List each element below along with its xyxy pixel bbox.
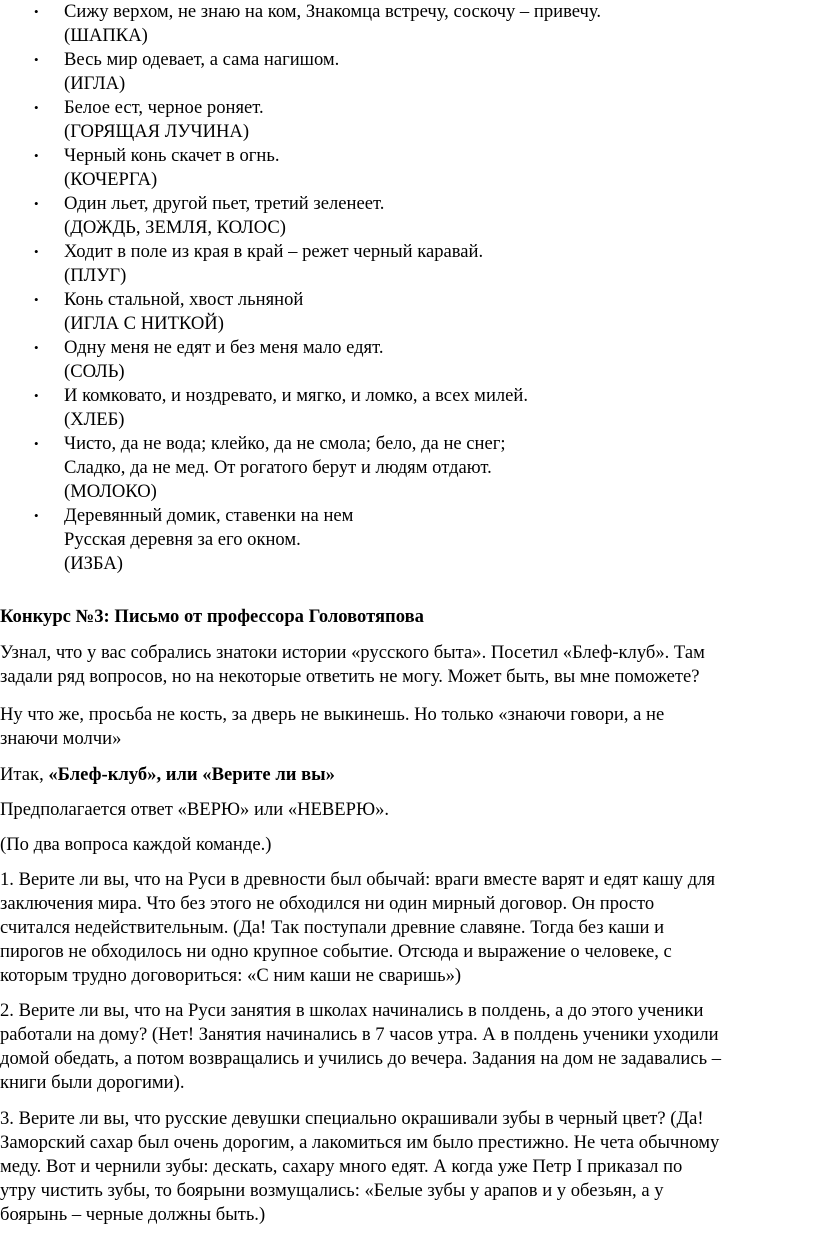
riddle-answer: (КОЧЕРГА) [64, 169, 158, 190]
bullet-icon: • [34, 100, 39, 115]
text-line: 1. Верите ли вы, что на Руси в древности был обычай: враги вместе варят и едят кашу для [0, 869, 716, 890]
text-line: Ну что же, просьба не кость, за дверь не выкинешь. Но только «знаючи говори, а не [0, 704, 665, 725]
riddle-text: Одну меня не едят и без меня мало едят. [64, 337, 384, 358]
itak-title: «Блеф-клуб», или «Верите ли вы» [48, 764, 335, 785]
riddle-item [0, 336, 800, 384]
riddle-text: Белое ест, черное роняет. [64, 97, 264, 118]
riddle-list [0, 0, 800, 576]
riddle-answer: (ГОРЯЩАЯ ЛУЧИНА) [64, 121, 250, 142]
text-line: которым трудно договориться: «С ним каши не сваришь») [0, 965, 462, 986]
riddle-item [0, 432, 800, 504]
text-line: меду. Вот и чернили зубы: дескать, сахару много едят. А когда уже Петр I приказал по [0, 1156, 683, 1177]
riddle-text: Сижу верхом, не знаю на ком, Знакомца встречу, соскочу – привечу. [64, 1, 601, 22]
riddle-answer: (ИГЛА) [64, 73, 126, 94]
paragraph-intro [0, 641, 808, 689]
text-line: книги были дорогими). [0, 1072, 185, 1093]
riddle-text: Чисто, да не вода; клейко, да не смола; бело, да не снег; [64, 433, 506, 454]
section-title-text: Конкурс №3: Письмо от профессора Головотяпова [0, 606, 424, 627]
riddle-text: Ходит в поле из края в край – режет черный каравай. [64, 241, 484, 262]
text-line: пирогов не обходилось ни одно крупное событие. Отсюда и выражение о человеке, с [0, 941, 672, 962]
bullet-icon: • [34, 508, 39, 523]
riddle-text: Русская деревня за его окном. [64, 529, 301, 550]
text-line: (По два вопроса каждой команде.) [0, 834, 272, 855]
riddle-item [0, 288, 800, 336]
riddle-answer: (ХЛЕБ) [64, 409, 125, 430]
paragraph-per-team [0, 833, 808, 857]
question-2 [0, 999, 808, 1095]
text-line: заключения мира. Что без этого не обходился ни один мирный договор. Он просто [0, 893, 655, 914]
bullet-icon: • [34, 148, 39, 163]
text-line: 2. Верите ли вы, что на Руси занятия в школах начинались в полдень, а до этого ученики [0, 1000, 704, 1021]
riddle-item [0, 48, 800, 96]
riddle-text: Весь мир одевает, а сама нагишом. [64, 49, 340, 70]
question-1 [0, 868, 808, 988]
text-line: домой обедать, а потом возвращались и учились до вечера. Задания на дом не задавались – [0, 1048, 722, 1069]
riddle-text: Конь стальной, хвост льняной [64, 289, 304, 310]
bullet-icon: • [34, 4, 39, 19]
riddle-item [0, 384, 800, 432]
riddle-item [0, 96, 800, 144]
bullet-icon: • [34, 388, 39, 403]
text-line: работали на дому? (Нет! Занятия начинались в 7 часов утра. А в полдень ученики уходили [0, 1024, 719, 1045]
text-line: боярынь – черные должны быть.) [0, 1204, 266, 1225]
riddle-text: Один льет, другой пьет, третий зеленеет. [64, 193, 385, 214]
text-line: 3. Верите ли вы, что русские девушки специально окрашивали зубы в черный цвет? (Да! [0, 1108, 704, 1129]
riddle-item [0, 240, 800, 288]
paragraph-reply [0, 703, 808, 751]
section-title [0, 605, 808, 629]
riddle-answer: (МОЛОКО) [64, 481, 157, 502]
riddle-item [0, 192, 800, 240]
riddle-item [0, 144, 800, 192]
text-line: знаючи молчи» [0, 728, 122, 749]
riddle-answer: (ИГЛА С НИТКОЙ) [64, 313, 224, 334]
text-line: Узнал, что у вас собрались знатоки истории «русского быта». Посетил «Блеф-клуб». Там [0, 642, 705, 663]
bullet-icon: • [34, 436, 39, 451]
text-line: Заморский сахар был очень дорогим, а лакомиться им было престижно. Не чета обычному [0, 1132, 720, 1153]
riddle-answer: (СОЛЬ) [64, 361, 125, 382]
bullet-icon: • [34, 292, 39, 307]
bullet-icon: • [34, 244, 39, 259]
riddle-text: И комковато, и ноздревато, и мягко, и ломко, а всех милей. [64, 385, 529, 406]
text-line: задали ряд вопросов, но на некоторые ответить не могу. Может быть, вы мне поможете? [0, 666, 700, 687]
text-line: считался недействительным. (Да! Так поступали древние славяне. Тогда без каши и [0, 917, 665, 938]
text-line: Предполагается ответ «ВЕРЮ» или «НЕВЕРЮ». [0, 799, 390, 820]
text-line: утру чистить зубы, то боярыни возмущались: «Белые зубы у арапов и у обезьян, а у [0, 1180, 664, 1201]
bullet-icon: • [34, 196, 39, 211]
riddle-item [0, 504, 800, 576]
bullet-icon: • [34, 340, 39, 355]
riddle-answer: (ШАПКА) [64, 25, 148, 46]
riddle-item [0, 0, 800, 48]
riddle-text: Деревянный домик, ставенки на нем [64, 505, 354, 526]
riddle-answer: (ДОЖДЬ, ЗЕМЛЯ, КОЛОС) [64, 217, 286, 238]
riddle-text: Сладко, да не мед. От рогатого берут и людям отдают. [64, 457, 492, 478]
riddle-text: Черный конь скачет в огнь. [64, 145, 280, 166]
paragraph-itak [0, 763, 808, 787]
itak-prefix: Итак, [0, 764, 49, 785]
paragraph-answer [0, 798, 808, 822]
bullet-icon: • [34, 52, 39, 67]
question-3 [0, 1107, 808, 1227]
riddle-answer: (ИЗБА) [64, 553, 123, 574]
riddle-answer: (ПЛУГ) [64, 265, 127, 286]
